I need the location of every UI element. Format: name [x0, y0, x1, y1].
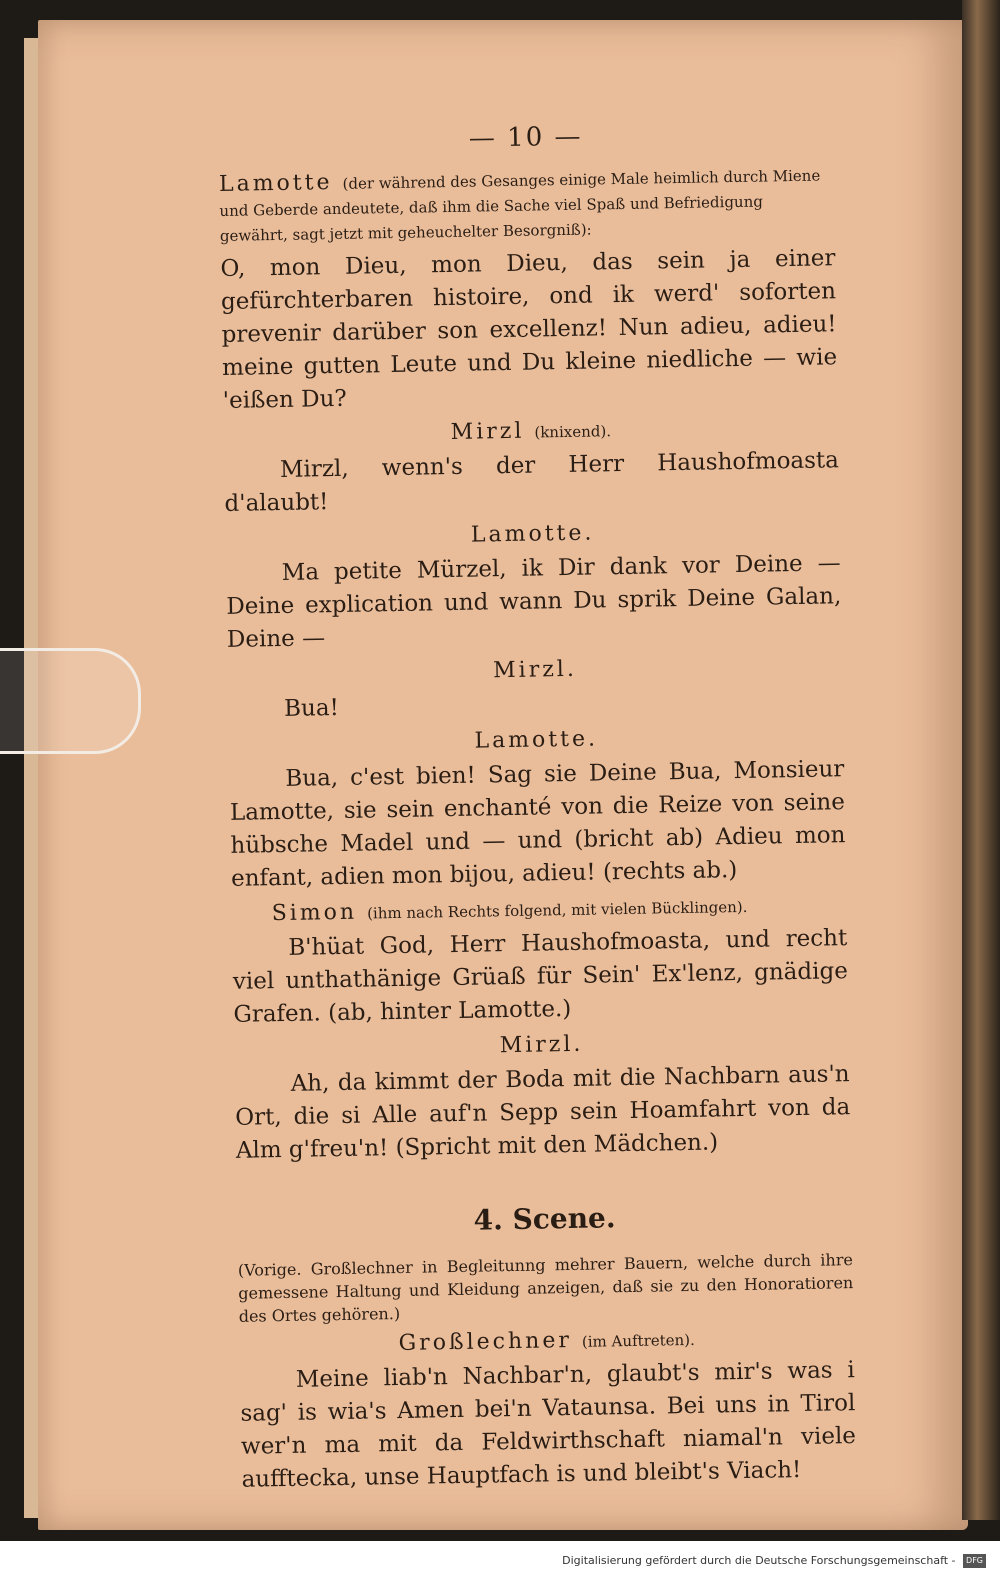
- stage-direction: (der während des Gesanges einige Male heimlich durch Miene und Geberde andeutete, daß ihm die Sache viel Spaß und Befriedigung gewährt, sagt jetzt mit geheuchelter Besorgniß):: [219, 166, 821, 245]
- dialogue-text: O, mon Dieu, mon Dieu, das sein ja einer gefürchterbaren histoire, ond ik werd' soforten prevenir darüber son excellenz! Nun adieu, adieu! meine gutten Leute und Du kleine niedliche — wie 'eißen Du?: [220, 245, 838, 414]
- page-clip: [0, 648, 141, 754]
- stage-direction: (ihm nach Rechts folgend, mit vielen Bücklingen).: [366, 897, 748, 923]
- speaker-grosslechner: [239, 1323, 854, 1359]
- speaker-name: Simon: [271, 899, 358, 927]
- dialogue-text: Ah, da kimmt der Boda mit die Nachbarn aus'n Ort, die si Alle auf'n Sepp sein Hoamfahrt von da Alm g'freu'n! (Spricht mit den Mädchen.): [235, 1061, 851, 1164]
- speaker-lamotte: Lamotte.: [470, 520, 595, 548]
- dialogue-text: Meine liab'n Nachbar'n, glaubt's mir's was i sag' is wia's Amen bei'n Vataunsa. Bei uns in Tirol wer'n ma mit da Feldwirthschaft niamal'n viele aufftecka, unse Hauptfach is und bleibt's Viach!: [240, 1357, 857, 1493]
- page-number: — 10 —: [468, 121, 583, 154]
- speaker-name: Lamotte: [218, 170, 333, 197]
- speaker-simon: [232, 891, 847, 927]
- speaker-name: Mirzl: [450, 418, 525, 445]
- speaker-name: Großlechner: [398, 1328, 573, 1357]
- dialogue-text: Bua, c'est bien! Sag sie Deine Bua, Monsieur Lamotte, sie sein enchanté von die Reize von seine hübsche Madel und — und (bricht ab) Adieu mon enfant, adien mon bijou, adieu! (rechts ab.): [229, 756, 846, 892]
- speaker-mirzl: [223, 413, 838, 449]
- speaker-mirzl: Mirzl.: [499, 1031, 584, 1059]
- speaker-mirzl: Mirzl.: [492, 656, 578, 684]
- stage-direction: (im Auftreten).: [581, 1330, 696, 1351]
- dialogue-text: Mirzl, wenn's der Herr Haushofmoasta d'alaubt!: [224, 447, 840, 517]
- digitization-footer: [0, 1541, 1000, 1581]
- dialogue-text: Ma petite Mürzel, ik Dir dank vor Deine — Deine explication und wann Du sprik Deine Galan, Deine —: [226, 550, 842, 653]
- book-spine-edge: [962, 0, 1000, 1520]
- dialogue-text: B'hüat God, Herr Haushofmoasta, und recht viel unthathänige Grüaß für Sein' Ex'lenz, gnädige Grafen. (ab, hinter Lamotte.): [232, 925, 849, 1028]
- page-content: [218, 117, 857, 1497]
- scene-direction: (Vorige. Großlechner in Begleitunng mehrer Bauern, welche durch ihre gemessene Haltung und Kleidung anzeigen, daß sie zu den Honoratioren des Ortes gehören.): [237, 1250, 854, 1326]
- speaker-lamotte: Lamotte.: [474, 726, 599, 754]
- stage-direction: (knixend).: [534, 422, 612, 442]
- dialogue-text: Bua!: [283, 694, 340, 722]
- dfg-logo: DFG: [963, 1554, 986, 1568]
- scene-heading: 4. Scene.: [473, 1201, 616, 1237]
- speaker-lamotte: [219, 161, 835, 247]
- footer-text: Digitalisierung gefördert durch die Deutsche Forschungsgemeinschaft -: [562, 1554, 956, 1567]
